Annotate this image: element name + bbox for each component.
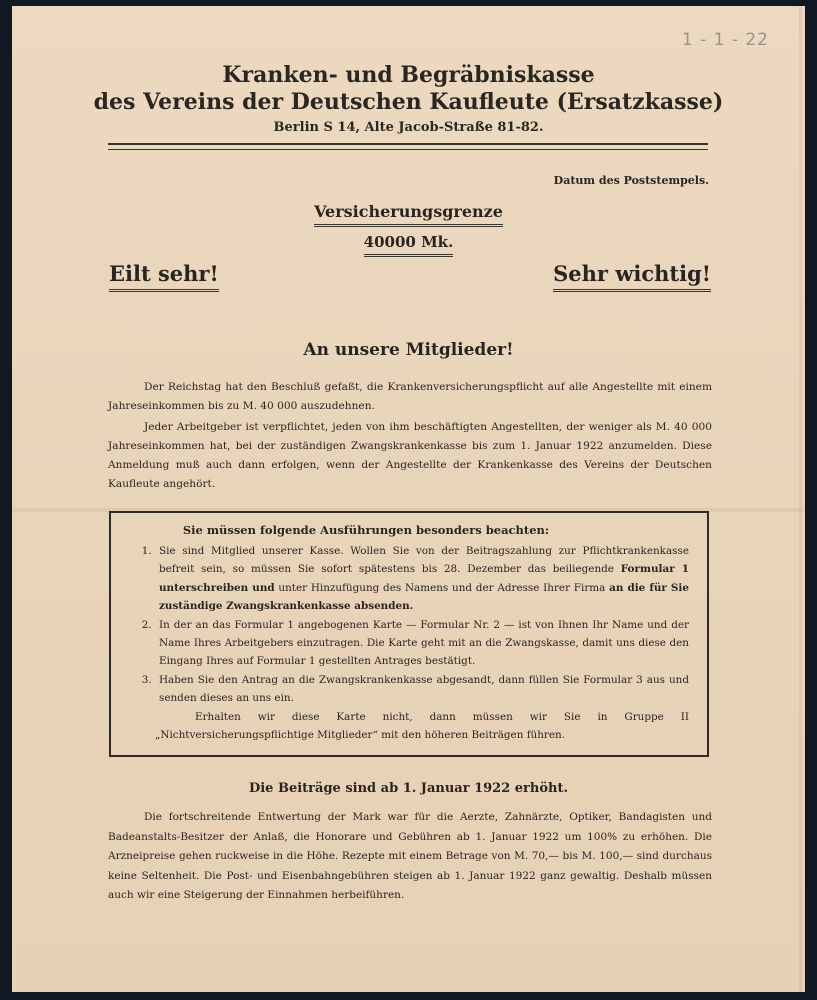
instructions-box	[109, 511, 709, 757]
letterhead-line1: Kranken- und Begräbniskasse	[222, 62, 595, 88]
instruction-item-3: 3. Haben Sie den Antrag an die Zwangskrankenkasse abgesandt, dann füllen Sie Formular 3 aus und senden dieses an uns ein.	[155, 671, 689, 708]
letterhead	[12, 62, 805, 138]
header-divider	[108, 143, 708, 150]
paragraph-1: Der Reichstag hat den Beschluß gefaßt, die Krankenversicherungspflicht auf alle Angestellte mit einem Jahreseinkommen bis zu M. 40 000 auszudehnen.	[108, 381, 712, 412]
fold-line-vertical	[799, 6, 802, 992]
instruction-1-text-c: unter Hinzufügung des Namens und der Adresse Ihrer Firma	[274, 581, 610, 594]
instruction-item-2: 2. In der an das Formular 1 angebogenen Karte — Formular Nr. 2 — ist von Ihnen Ihr Name und der Name Ihres Arbeitgebers einzutragen. Die Karte geht mit an die Zwangskasse, damit uns diese den Eingang Ihres auf Formular 1 gestellten Antrages bestätigt.	[155, 616, 689, 671]
versicherungsgrenze-block	[12, 202, 805, 257]
letterhead-address: Berlin S 14, Alte Jacob-Straße 81-82.	[273, 120, 544, 135]
versicherungsgrenze-amount: 40000 Mk.	[364, 233, 454, 257]
instructions-list	[133, 542, 689, 708]
paragraph-3: Die fortschreitende Entwertung der Mark war für die Aerzte, Zahnärzte, Optiker, Bandagisten und Badeanstalts-Besitzer der Anlaß, die Honorare und Gebühren ab 1. Januar 1922 um 100% zu erhöhen. Die Arzneipreise gehen ruckweise in die Höhe. Rezepte mit einem Betrage von M. 70,— bis M. 100,— sind durchaus keine Seltenheit. Die Post- und Eisenbahngebühren steigen ab 1. Januar 1922 ganz gewaltig. Deshalb müssen auch wir eine Steigerung der Einnahmen herbeiführen.	[108, 811, 712, 901]
instruction-1-text-d: an die für Sie zuständige Zwangskrankenkasse absenden.	[159, 581, 689, 613]
datum-note: Datum des Poststempels.	[553, 174, 709, 187]
instruction-1-text-a: Sie sind Mitglied unserer Kasse. Wollen Sie von der Beitragszahlung zur Pflichtkrankenkasse befreit sein, so müssen Sie sofort spätestens bis 28. Dezember das beiliegende	[159, 545, 689, 576]
instruction-item-1	[155, 542, 689, 616]
instructions-heading: Sie müssen folgende Ausführungen besonders beachten:	[182, 523, 550, 537]
document-page	[12, 6, 805, 992]
instruction-1-text-b: Formular 1 unterschreiben und	[159, 563, 690, 594]
paragraph-2: Jeder Arbeitgeber ist verpflichtet, jeden von ihm beschäftigten Angestellten, der weniger als M. 40 000 Jahreseinkommen hat, bei der zuständigen Zwangskrankenkasse bis zum 1. Januar 1922 anzumelden. Diese Anmeldung muß auch dann erfolgen, wenn der Angestellte der Krankenkasse des Vereins der Deutschen Kaufleute angehört.	[108, 421, 712, 490]
letterhead-line2: des Vereins der Deutschen Kaufleute (Ersatzkasse)	[93, 89, 724, 115]
contributions-subheading: Die Beiträge sind ab 1. Januar 1922 erhöht.	[248, 781, 569, 796]
pencil-note: 1 - 1 - 22	[681, 30, 769, 50]
instructions-tail	[155, 708, 689, 745]
urgent-right: Sehr wichtig!	[553, 261, 711, 292]
urgent-left: Eilt sehr!	[109, 261, 219, 292]
greeting-heading: An unsere Mitglieder!	[303, 340, 514, 360]
instructions-tail-text: Erhalten wir diese Karte nicht, dann müssen wir Sie in Gruppe II „Nichtversicherungspflichtige Mitglieder“ mit den höheren Beiträgen führen.	[155, 710, 689, 742]
versicherungsgrenze-title: Versicherungsgrenze	[314, 202, 503, 227]
